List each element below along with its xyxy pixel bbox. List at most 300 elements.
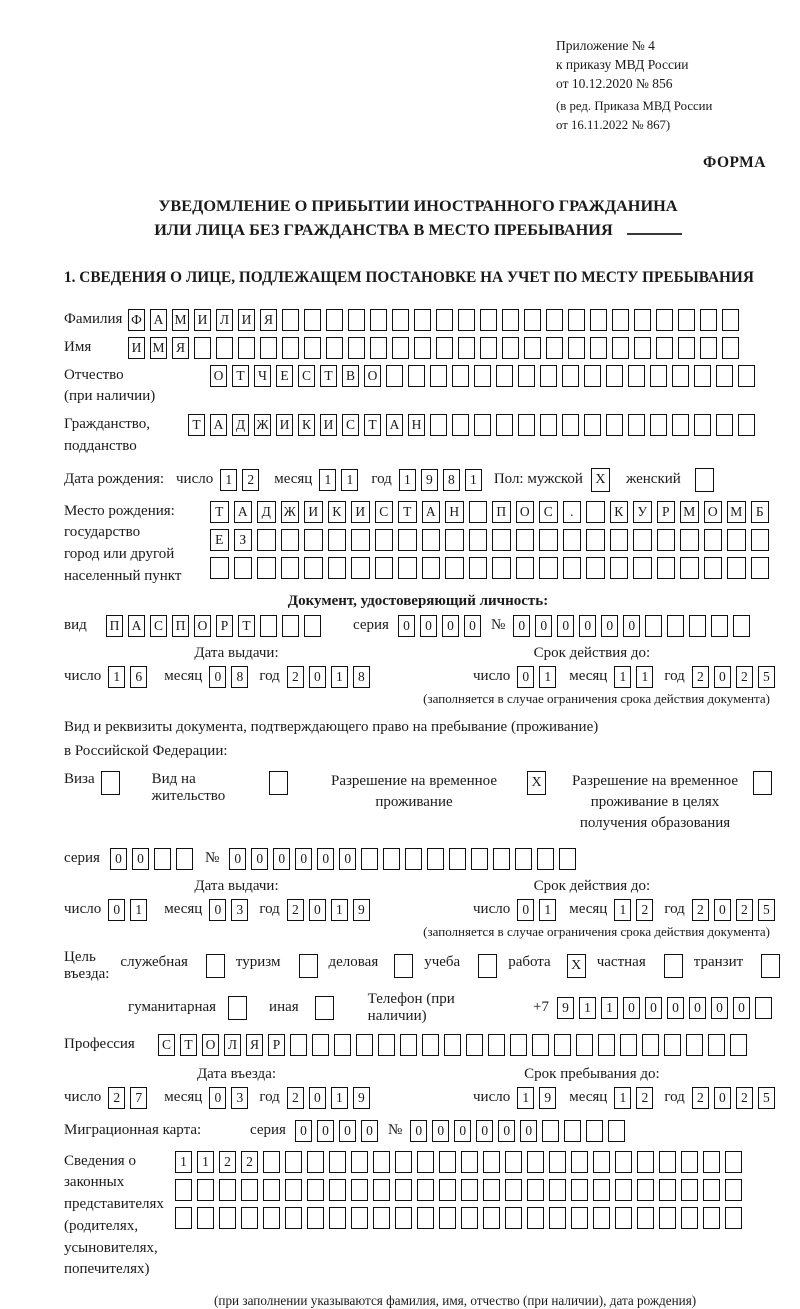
- char-cell-filled[interactable]: 0: [557, 615, 574, 637]
- purpose-work-checkbox[interactable]: [567, 954, 586, 978]
- citizenship-input[interactable]: [188, 414, 755, 436]
- char-cell-empty[interactable]: [515, 848, 532, 870]
- char-cell-empty[interactable]: [703, 1151, 720, 1173]
- char-cell-filled[interactable]: В: [342, 365, 359, 387]
- char-cell-filled[interactable]: 2: [692, 1087, 709, 1109]
- char-cell-empty[interactable]: [518, 365, 535, 387]
- birth-month-input[interactable]: [319, 469, 358, 491]
- char-cell-empty[interactable]: [304, 557, 323, 579]
- char-cell-empty[interactable]: [606, 365, 623, 387]
- char-cell-filled[interactable]: О: [364, 365, 381, 387]
- char-cell-filled[interactable]: 1: [341, 469, 358, 491]
- char-cell-filled[interactable]: 0: [295, 848, 312, 870]
- char-cell-empty[interactable]: [351, 557, 370, 579]
- char-cell-empty[interactable]: [436, 309, 453, 331]
- char-cell-filled[interactable]: 1: [331, 666, 348, 688]
- char-cell-empty[interactable]: [383, 848, 400, 870]
- char-cell-empty[interactable]: [493, 848, 510, 870]
- char-cell-empty[interactable]: [593, 1207, 610, 1229]
- char-cell-filled[interactable]: 0: [623, 997, 640, 1019]
- char-cell-filled[interactable]: 0: [317, 1120, 334, 1142]
- char-cell-empty[interactable]: [206, 954, 225, 978]
- doc-type-input[interactable]: [106, 615, 321, 637]
- char-cell-empty[interactable]: [449, 848, 466, 870]
- char-cell-filled[interactable]: П: [492, 501, 511, 523]
- char-cell-filled[interactable]: С: [342, 414, 359, 436]
- char-cell-empty[interactable]: [439, 1151, 456, 1173]
- char-cell-empty[interactable]: [304, 337, 321, 359]
- char-cell-filled[interactable]: К: [328, 501, 347, 523]
- char-cell-empty[interactable]: [563, 557, 582, 579]
- char-cell-filled[interactable]: И: [351, 501, 370, 523]
- char-cell-empty[interactable]: [650, 365, 667, 387]
- char-cell-empty[interactable]: [461, 1179, 478, 1201]
- char-cell-empty[interactable]: [586, 557, 605, 579]
- char-cell-empty[interactable]: [260, 337, 277, 359]
- char-cell-empty[interactable]: [439, 1179, 456, 1201]
- char-cell-filled[interactable]: 0: [520, 1120, 537, 1142]
- char-cell-empty[interactable]: [238, 337, 255, 359]
- purpose-transit-checkbox[interactable]: [761, 954, 780, 978]
- char-cell-filled[interactable]: 8: [231, 666, 248, 688]
- char-cell-empty[interactable]: [711, 615, 728, 637]
- char-cell-empty[interactable]: [738, 414, 755, 436]
- char-cell-empty[interactable]: [282, 337, 299, 359]
- char-cell-filled[interactable]: И: [194, 309, 211, 331]
- char-cell-filled[interactable]: 1: [579, 997, 596, 1019]
- char-cell-empty[interactable]: [615, 1151, 632, 1173]
- purpose-official-checkbox[interactable]: [206, 954, 225, 978]
- char-cell-empty[interactable]: [727, 557, 746, 579]
- birth-day-input[interactable]: [220, 469, 259, 491]
- res-valid-day-input[interactable]: [517, 899, 556, 921]
- char-cell-filled[interactable]: Я: [172, 337, 189, 359]
- char-cell-empty[interactable]: [458, 337, 475, 359]
- char-cell-empty[interactable]: [334, 1034, 351, 1056]
- char-cell-filled[interactable]: 2: [692, 666, 709, 688]
- char-cell-empty[interactable]: [373, 1179, 390, 1201]
- char-cell-filled[interactable]: 9: [353, 899, 370, 921]
- char-cell-filled[interactable]: У: [633, 501, 652, 523]
- char-cell-empty[interactable]: [375, 529, 394, 551]
- doc-issue-day-input[interactable]: [108, 666, 147, 688]
- char-cell-empty[interactable]: [633, 529, 652, 551]
- char-cell-filled[interactable]: О: [194, 615, 211, 637]
- char-cell-empty[interactable]: [610, 529, 629, 551]
- char-cell-filled[interactable]: 0: [251, 848, 268, 870]
- sex-male-checkbox[interactable]: [591, 468, 610, 492]
- char-cell-empty[interactable]: [549, 1207, 566, 1229]
- char-cell-filled[interactable]: А: [210, 414, 227, 436]
- char-cell-filled[interactable]: 9: [557, 997, 574, 1019]
- char-cell-filled[interactable]: 0: [464, 615, 481, 637]
- char-cell-filled[interactable]: 2: [736, 666, 753, 688]
- char-cell-filled[interactable]: М: [172, 309, 189, 331]
- char-cell-empty[interactable]: [584, 414, 601, 436]
- char-cell-empty[interactable]: [285, 1207, 302, 1229]
- char-cell-empty[interactable]: [351, 1179, 368, 1201]
- birthplace-input-row2[interactable]: [210, 529, 769, 551]
- temp-residence-edu-checkbox[interactable]: [753, 771, 772, 795]
- char-cell-empty[interactable]: [422, 557, 441, 579]
- phone-input[interactable]: [557, 997, 772, 1019]
- char-cell-filled[interactable]: 0: [209, 899, 226, 921]
- char-cell-empty[interactable]: [722, 337, 739, 359]
- char-cell-filled[interactable]: Т: [364, 414, 381, 436]
- char-cell-filled[interactable]: 0: [714, 899, 731, 921]
- char-cell-filled[interactable]: 0: [110, 848, 127, 870]
- char-cell-empty[interactable]: [474, 365, 491, 387]
- char-cell-empty[interactable]: [657, 529, 676, 551]
- char-cell-empty[interactable]: [681, 1179, 698, 1201]
- char-cell-filled[interactable]: 0: [309, 899, 326, 921]
- char-cell-empty[interactable]: [461, 1207, 478, 1229]
- char-cell-empty[interactable]: [761, 954, 780, 978]
- char-cell-filled[interactable]: 1: [517, 1087, 534, 1109]
- char-cell-filled[interactable]: 0: [667, 997, 684, 1019]
- char-cell-filled[interactable]: И: [238, 309, 255, 331]
- char-cell-empty[interactable]: [370, 309, 387, 331]
- char-cell-empty[interactable]: [576, 1034, 593, 1056]
- char-cell-empty[interactable]: [703, 1179, 720, 1201]
- char-cell-empty[interactable]: [608, 1120, 625, 1142]
- char-cell-filled[interactable]: 2: [736, 899, 753, 921]
- stay-year-input[interactable]: [692, 1087, 775, 1109]
- char-cell-empty[interactable]: [290, 1034, 307, 1056]
- char-cell-empty[interactable]: [329, 1207, 346, 1229]
- char-cell-filled[interactable]: Н: [445, 501, 464, 523]
- char-cell-filled[interactable]: Е: [210, 529, 229, 551]
- char-cell-filled[interactable]: 0: [432, 1120, 449, 1142]
- char-cell-filled[interactable]: Т: [238, 615, 255, 637]
- char-cell-empty[interactable]: [615, 1179, 632, 1201]
- char-cell-filled[interactable]: Ж: [254, 414, 271, 436]
- char-cell-empty[interactable]: [516, 557, 535, 579]
- char-cell-empty[interactable]: [708, 1034, 725, 1056]
- char-cell-filled[interactable]: 0: [517, 899, 534, 921]
- char-cell-filled[interactable]: Т: [180, 1034, 197, 1056]
- char-cell-empty[interactable]: [672, 414, 689, 436]
- char-cell-empty[interactable]: [392, 337, 409, 359]
- char-cell-empty[interactable]: [642, 1034, 659, 1056]
- char-cell-empty[interactable]: [427, 848, 444, 870]
- char-cell-empty[interactable]: [634, 309, 651, 331]
- char-cell-filled[interactable]: 0: [517, 666, 534, 688]
- char-cell-empty[interactable]: [716, 365, 733, 387]
- char-cell-empty[interactable]: [527, 1179, 544, 1201]
- char-cell-empty[interactable]: [725, 1207, 742, 1229]
- char-cell-empty[interactable]: [351, 1151, 368, 1173]
- char-cell-empty[interactable]: [378, 1034, 395, 1056]
- char-cell-empty[interactable]: [516, 529, 535, 551]
- char-cell-empty[interactable]: [395, 1179, 412, 1201]
- char-cell-empty[interactable]: [430, 365, 447, 387]
- char-cell-empty[interactable]: [263, 1207, 280, 1229]
- res-valid-year-input[interactable]: [692, 899, 775, 921]
- char-cell-empty[interactable]: [101, 771, 120, 795]
- char-cell-empty[interactable]: [645, 615, 662, 637]
- char-cell-empty[interactable]: [326, 337, 343, 359]
- char-cell-filled[interactable]: 2: [108, 1087, 125, 1109]
- char-cell-filled[interactable]: Т: [232, 365, 249, 387]
- mig-number-input[interactable]: [410, 1120, 625, 1142]
- char-cell-empty[interactable]: [634, 337, 651, 359]
- char-cell-empty[interactable]: [540, 414, 557, 436]
- char-cell-filled[interactable]: И: [320, 414, 337, 436]
- char-cell-empty[interactable]: [417, 1151, 434, 1173]
- char-cell-empty[interactable]: [269, 771, 288, 795]
- char-cell-filled[interactable]: 3: [231, 899, 248, 921]
- char-cell-filled[interactable]: 0: [454, 1120, 471, 1142]
- char-cell-empty[interactable]: [329, 1179, 346, 1201]
- char-cell-filled[interactable]: 9: [539, 1087, 556, 1109]
- char-cell-filled[interactable]: С: [150, 615, 167, 637]
- char-cell-empty[interactable]: [704, 557, 723, 579]
- char-cell-empty[interactable]: [656, 337, 673, 359]
- char-cell-filled[interactable]: А: [128, 615, 145, 637]
- visa-checkbox[interactable]: [101, 771, 120, 795]
- char-cell-empty[interactable]: [727, 529, 746, 551]
- char-cell-filled[interactable]: З: [234, 529, 253, 551]
- char-cell-filled[interactable]: А: [234, 501, 253, 523]
- char-cell-empty[interactable]: [664, 954, 683, 978]
- char-cell-empty[interactable]: [524, 309, 541, 331]
- char-cell-empty[interactable]: [263, 1151, 280, 1173]
- char-cell-empty[interactable]: [471, 848, 488, 870]
- char-cell-empty[interactable]: [219, 1179, 236, 1201]
- char-cell-empty[interactable]: [285, 1151, 302, 1173]
- char-cell-empty[interactable]: [505, 1207, 522, 1229]
- char-cell-empty[interactable]: [700, 337, 717, 359]
- char-cell-empty[interactable]: [532, 1034, 549, 1056]
- char-cell-empty[interactable]: [436, 337, 453, 359]
- char-cell-empty[interactable]: [606, 414, 623, 436]
- char-cell-filled[interactable]: 0: [645, 997, 662, 1019]
- char-cell-empty[interactable]: [680, 557, 699, 579]
- char-cell-empty[interactable]: [445, 529, 464, 551]
- char-cell-filled[interactable]: 2: [692, 899, 709, 921]
- char-cell-filled[interactable]: Т: [320, 365, 337, 387]
- char-cell-filled[interactable]: 1: [601, 997, 618, 1019]
- char-cell-empty[interactable]: [716, 414, 733, 436]
- char-cell-empty[interactable]: [637, 1151, 654, 1173]
- char-cell-filled[interactable]: 1: [220, 469, 237, 491]
- char-cell-filled[interactable]: С: [158, 1034, 175, 1056]
- char-cell-filled[interactable]: А: [422, 501, 441, 523]
- char-cell-filled[interactable]: 0: [476, 1120, 493, 1142]
- char-cell-empty[interactable]: [394, 954, 413, 978]
- char-cell-filled[interactable]: 1: [636, 666, 653, 688]
- char-cell-empty[interactable]: [540, 365, 557, 387]
- char-cell-empty[interactable]: [469, 501, 488, 523]
- char-cell-filled[interactable]: 6: [130, 666, 147, 688]
- char-cell-filled[interactable]: Р: [216, 615, 233, 637]
- char-cell-filled[interactable]: 1: [539, 899, 556, 921]
- char-cell-empty[interactable]: [281, 529, 300, 551]
- char-cell-filled[interactable]: 0: [714, 666, 731, 688]
- char-cell-empty[interactable]: [518, 414, 535, 436]
- char-cell-filled[interactable]: 0: [229, 848, 246, 870]
- char-cell-empty[interactable]: [539, 557, 558, 579]
- res-series-input[interactable]: [110, 848, 193, 870]
- char-cell-filled[interactable]: 0: [108, 899, 125, 921]
- char-cell-empty[interactable]: [496, 365, 513, 387]
- char-cell-filled[interactable]: X: [567, 954, 586, 978]
- char-cell-empty[interactable]: [315, 996, 334, 1020]
- char-cell-empty[interactable]: [241, 1179, 258, 1201]
- char-cell-empty[interactable]: [537, 848, 554, 870]
- char-cell-empty[interactable]: [452, 365, 469, 387]
- char-cell-empty[interactable]: [480, 337, 497, 359]
- char-cell-empty[interactable]: [656, 309, 673, 331]
- char-cell-filled[interactable]: Ч: [254, 365, 271, 387]
- doc-series-input[interactable]: [398, 615, 481, 637]
- char-cell-filled[interactable]: Т: [188, 414, 205, 436]
- char-cell-empty[interactable]: [542, 1120, 559, 1142]
- char-cell-filled[interactable]: 8: [443, 469, 460, 491]
- char-cell-empty[interactable]: [351, 529, 370, 551]
- char-cell-filled[interactable]: Н: [408, 414, 425, 436]
- doc-valid-month-input[interactable]: [614, 666, 653, 688]
- char-cell-filled[interactable]: Д: [232, 414, 249, 436]
- char-cell-empty[interactable]: [422, 529, 441, 551]
- char-cell-empty[interactable]: [586, 529, 605, 551]
- char-cell-empty[interactable]: [328, 529, 347, 551]
- char-cell-empty[interactable]: [197, 1207, 214, 1229]
- char-cell-empty[interactable]: [480, 309, 497, 331]
- char-cell-filled[interactable]: 8: [353, 666, 370, 688]
- char-cell-empty[interactable]: [282, 615, 299, 637]
- char-cell-empty[interactable]: [373, 1207, 390, 1229]
- char-cell-empty[interactable]: [562, 365, 579, 387]
- char-cell-empty[interactable]: [304, 615, 321, 637]
- doc-number-input[interactable]: [513, 615, 750, 637]
- char-cell-filled[interactable]: Т: [210, 501, 229, 523]
- char-cell-empty[interactable]: [439, 1207, 456, 1229]
- char-cell-filled[interactable]: 0: [410, 1120, 427, 1142]
- purpose-other-checkbox[interactable]: [315, 996, 334, 1020]
- char-cell-filled[interactable]: Я: [260, 309, 277, 331]
- char-cell-empty[interactable]: [695, 468, 714, 492]
- char-cell-empty[interactable]: [659, 1207, 676, 1229]
- res-issue-day-input[interactable]: [108, 899, 147, 921]
- char-cell-empty[interactable]: [546, 337, 563, 359]
- char-cell-filled[interactable]: С: [298, 365, 315, 387]
- char-cell-empty[interactable]: [505, 1179, 522, 1201]
- char-cell-empty[interactable]: [285, 1179, 302, 1201]
- char-cell-empty[interactable]: [307, 1207, 324, 1229]
- temp-residence-checkbox[interactable]: [527, 771, 546, 795]
- char-cell-filled[interactable]: 2: [287, 666, 304, 688]
- char-cell-filled[interactable]: 1: [614, 899, 631, 921]
- char-cell-empty[interactable]: [445, 557, 464, 579]
- char-cell-empty[interactable]: [539, 529, 558, 551]
- char-cell-filled[interactable]: 1: [331, 899, 348, 921]
- char-cell-empty[interactable]: [628, 365, 645, 387]
- char-cell-empty[interactable]: [395, 1207, 412, 1229]
- char-cell-empty[interactable]: [563, 529, 582, 551]
- char-cell-empty[interactable]: [307, 1151, 324, 1173]
- purpose-humanitarian-checkbox[interactable]: [228, 996, 247, 1020]
- char-cell-filled[interactable]: 0: [420, 615, 437, 637]
- char-cell-empty[interactable]: [370, 337, 387, 359]
- char-cell-filled[interactable]: Д: [257, 501, 276, 523]
- char-cell-filled[interactable]: 1: [614, 666, 631, 688]
- char-cell-filled[interactable]: 5: [758, 1087, 775, 1109]
- char-cell-empty[interactable]: [659, 1179, 676, 1201]
- char-cell-filled[interactable]: М: [150, 337, 167, 359]
- char-cell-filled[interactable]: 2: [636, 899, 653, 921]
- char-cell-empty[interactable]: [299, 954, 318, 978]
- char-cell-filled[interactable]: .: [563, 501, 582, 523]
- guardians-input-row3[interactable]: [175, 1207, 742, 1229]
- char-cell-filled[interactable]: 0: [339, 848, 356, 870]
- char-cell-empty[interactable]: [738, 365, 755, 387]
- char-cell-filled[interactable]: О: [202, 1034, 219, 1056]
- char-cell-empty[interactable]: [657, 557, 676, 579]
- char-cell-empty[interactable]: [304, 529, 323, 551]
- char-cell-empty[interactable]: [554, 1034, 571, 1056]
- char-cell-filled[interactable]: 0: [579, 615, 596, 637]
- res-issue-year-input[interactable]: [287, 899, 370, 921]
- char-cell-filled[interactable]: 1: [614, 1087, 631, 1109]
- char-cell-empty[interactable]: [628, 414, 645, 436]
- char-cell-empty[interactable]: [598, 1034, 615, 1056]
- char-cell-filled[interactable]: 0: [317, 848, 334, 870]
- stay-day-input[interactable]: [517, 1087, 556, 1109]
- char-cell-empty[interactable]: [610, 557, 629, 579]
- char-cell-filled[interactable]: Е: [276, 365, 293, 387]
- char-cell-empty[interactable]: [356, 1034, 373, 1056]
- char-cell-filled[interactable]: М: [680, 501, 699, 523]
- char-cell-empty[interactable]: [392, 309, 409, 331]
- char-cell-empty[interactable]: [263, 1179, 280, 1201]
- char-cell-empty[interactable]: [414, 309, 431, 331]
- char-cell-filled[interactable]: Т: [398, 501, 417, 523]
- mig-series-input[interactable]: [295, 1120, 378, 1142]
- char-cell-empty[interactable]: [326, 309, 343, 331]
- char-cell-filled[interactable]: 5: [758, 666, 775, 688]
- char-cell-empty[interactable]: [584, 365, 601, 387]
- birthplace-input-row1[interactable]: [210, 501, 769, 523]
- char-cell-filled[interactable]: 2: [242, 469, 259, 491]
- char-cell-empty[interactable]: [492, 557, 511, 579]
- purpose-tourism-checkbox[interactable]: [299, 954, 318, 978]
- char-cell-filled[interactable]: Ф: [128, 309, 145, 331]
- char-cell-empty[interactable]: [593, 1179, 610, 1201]
- char-cell-filled[interactable]: 0: [309, 666, 326, 688]
- char-cell-empty[interactable]: [612, 309, 629, 331]
- char-cell-empty[interactable]: [483, 1151, 500, 1173]
- char-cell-empty[interactable]: [505, 1151, 522, 1173]
- entry-month-input[interactable]: [209, 1087, 248, 1109]
- char-cell-filled[interactable]: К: [298, 414, 315, 436]
- char-cell-empty[interactable]: [466, 1034, 483, 1056]
- char-cell-filled[interactable]: 1: [539, 666, 556, 688]
- char-cell-empty[interactable]: [620, 1034, 637, 1056]
- char-cell-empty[interactable]: [590, 337, 607, 359]
- char-cell-filled[interactable]: 0: [733, 997, 750, 1019]
- char-cell-filled[interactable]: С: [539, 501, 558, 523]
- char-cell-empty[interactable]: [680, 529, 699, 551]
- char-cell-filled[interactable]: П: [106, 615, 123, 637]
- char-cell-empty[interactable]: [348, 337, 365, 359]
- char-cell-empty[interactable]: [398, 557, 417, 579]
- sex-female-checkbox[interactable]: [695, 468, 714, 492]
- char-cell-empty[interactable]: [216, 337, 233, 359]
- patronymic-input[interactable]: [210, 365, 755, 387]
- char-cell-empty[interactable]: [329, 1151, 346, 1173]
